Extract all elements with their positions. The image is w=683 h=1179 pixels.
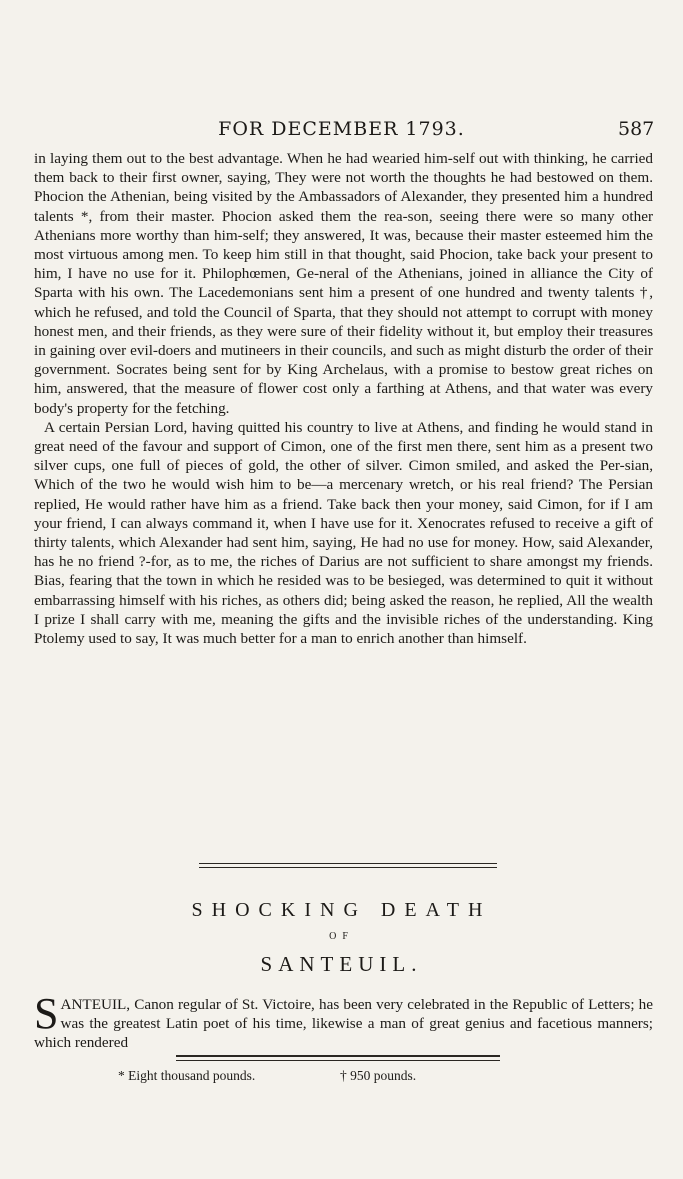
page-number: 587 — [618, 118, 655, 140]
article-headline-name: SANTEUIL. — [260, 952, 423, 976]
article-body: ANTEUIL, Canon regular of St. Victoire, has been very celebrated in the Republic of Letters; he was the greatest Latin poet of his time, likewise a man of great genius and facetious manners; which rendered — [34, 996, 653, 1052]
paragraph-1: in laying them out to the best advantage. When he had wearied him-self out with thinking, he carried them back to their first owner, saying, They were not worth the thoughts he had bestowed on them. Phocion the Athenian, being visited by the Ambassadors of Alexander, they presented him a hundred talents *, from their master. Phocion asked them the rea-son, seeing there were so many other Athenians more worthy than him-self; they answered, It was, because their master esteemed him the most virtuous among men. To keep him still in that thought, said Phocion, take back your present to him, I have no use for it. Philophœmen, Ge-neral of the Athenians, joined in alliance the City of Sparta with his own. The Lacedemonians sent him a present of one hundred and twenty talents †, which he refused, and told the Council of Sparta, that they should not attempt to corrupt with money honest men, and their friends, as they were sure of their fidelity without it, but employ their treasures in gaining over evil-doers and mutineers in their councils, and such as might disturb the order of their government. Socrates being sent for by King Archelaus, with a promise to bestow great riches on him, answered, that the measure of flower cost only a farthing at Athens, and that water was every body's property for the fetching. — [34, 150, 653, 417]
divider-rule — [199, 867, 497, 868]
paragraph-2: A certain Persian Lord, having quitted his country to live at Athens, and finding he would stand in great need of the favour and support of Cimon, one of the first men there, sent him as a present two silver cups, one full of pieces of gold, the other of silver. Cimon smiled, and asked the Per-sian, Which of the two he would wish him to be—a mercenary wretch, or his real friend? The Persian replied, He would rather have him as a friend. Take back then your money, said Cimon, for if I am your friend, I can always command it, when I have use for it. Xenocrates refused to receive a gift of thirty talents, which Alexander had sent him, saying, He had no use for money. How, said Alexander, has he no friend ?-for, as to me, the riches of Darius are not sufficient to share amongst my friends. Bias, fearing that the town in which he resided was to be besieged, was determined to quit it without embarrassing himself with his riches, as others did; being asked the reason, he replied, All the wealth I prize I shall carry with me, meaning the gifts and the invisible riches of the understanding. King Ptolemy used to say, It was much better for a man to enrich another than himself. — [34, 418, 653, 648]
running-title: FOR DECEMBER 1793. — [218, 118, 465, 140]
divider-rule — [199, 863, 497, 864]
article-paragraph — [34, 989, 653, 1053]
section-divider — [199, 863, 497, 871]
footnote-rule — [176, 1055, 500, 1057]
drop-cap: S — [34, 989, 59, 1038]
footnote-1: * Eight thousand pounds. — [118, 1068, 256, 1083]
footnote-2: † 950 pounds. — [340, 1068, 417, 1083]
running-head — [0, 118, 683, 142]
article-headline-of: OF — [329, 931, 354, 942]
body-text — [34, 149, 653, 648]
footnote-rule — [176, 1060, 500, 1061]
article-text — [34, 989, 653, 1053]
article-headline: SHOCKING DEATH — [191, 899, 492, 921]
